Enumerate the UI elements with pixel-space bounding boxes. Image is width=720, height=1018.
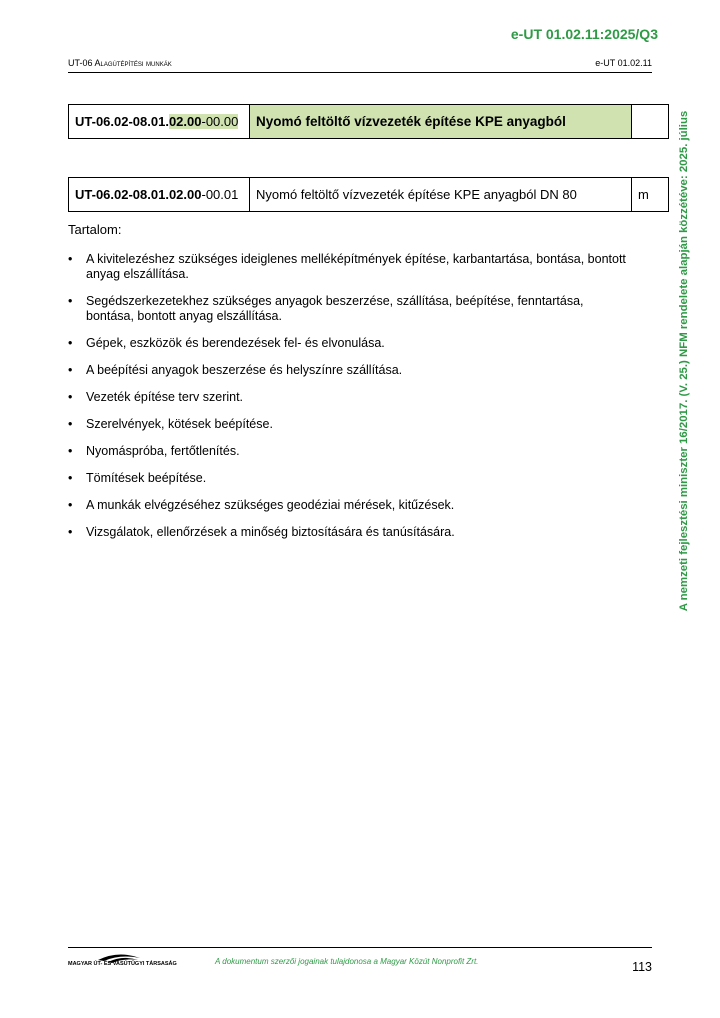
bullet-icon: • (68, 525, 73, 539)
list-item (68, 471, 628, 486)
list-item-text: A beépítési anyagok beszerzése és helyszínre szállítása. (86, 363, 403, 377)
content-list (68, 240, 628, 540)
code-suffix: -00.00 (201, 114, 239, 129)
list-item-text: Tömítések beépítése. (86, 471, 207, 485)
list-item-text: Szerelvények, kötések beépítése. (86, 417, 273, 431)
bullet-icon: • (68, 390, 73, 404)
list-item (68, 498, 628, 513)
main-item-table (68, 104, 669, 139)
header-doc-id: e-UT 01.02.11 (595, 58, 652, 68)
bullet-icon: • (68, 498, 73, 512)
list-item-text: Vezeték építése terv szerint. (86, 390, 244, 404)
table-row (69, 178, 669, 212)
page-number: 113 (632, 960, 652, 974)
list-item (68, 252, 628, 282)
sub-item-unit: m (632, 178, 669, 212)
footer-divider (68, 947, 652, 948)
list-item (68, 417, 628, 432)
list-item-text: A munkák elvégzéséhez szükséges geodéziai mérések, kitűzések. (86, 498, 455, 512)
table-row (69, 105, 669, 139)
code-prefix: UT-06.02-08.01. (75, 114, 169, 129)
code-rest: -00.01 (201, 187, 239, 202)
list-item (68, 294, 628, 324)
code-highlight: 02.00 (168, 114, 202, 129)
list-item-text: Vizsgálatok, ellenőrzések a minőség biztosítására és tanúsítására. (86, 525, 455, 539)
bullet-icon: • (68, 471, 73, 485)
list-item-text: Segédszerkezetekhez szükséges anyagok beszerzése, szállítása, beépítése, fenntartása, bontása, bontott anyag elszállítása. (86, 294, 584, 323)
sub-item-name: Nyomó feltöltő vízvezeték építése KPE anyagból DN 80 (250, 178, 632, 212)
bullet-icon: • (68, 294, 73, 308)
running-header (68, 58, 652, 73)
list-item (68, 336, 628, 351)
list-item (68, 444, 628, 459)
bullet-icon: • (68, 444, 73, 458)
sub-item-code (69, 178, 250, 212)
list-item (68, 390, 628, 405)
content-label: Tartalom: (68, 222, 122, 237)
logo-text: MAGYAR ÚT- ÉS VASÚTÜGYI TÁRSASÁG (68, 961, 177, 967)
bullet-icon: • (68, 336, 73, 350)
bullet-icon: • (68, 417, 73, 431)
header-chapter: UT-06 Alagútépítési munkák (68, 58, 172, 68)
list-item (68, 363, 628, 378)
list-item (68, 525, 628, 540)
copyright-note: A dokumentum szerzői jogainak tulajdonosa a Magyar Közút Nonprofit Zrt. (215, 957, 479, 966)
list-item-text: Nyomáspróba, fertőtlenítés. (86, 444, 240, 458)
main-item-unit (632, 105, 669, 139)
code-bold: UT-06.02-08.01.02.00 (75, 187, 202, 202)
sub-item-table (68, 177, 669, 212)
main-item-name: Nyomó feltöltő vízvezeték építése KPE anyagból (250, 105, 632, 139)
list-item-text: A kivitelezéshez szükséges ideiglenes melléképítmények építése, karbantartása, bontása, bontott anyag elszállítása. (86, 252, 626, 281)
main-item-code (69, 105, 250, 139)
document-code: e-UT 01.02.11:2025/Q3 (510, 26, 658, 42)
bullet-icon: • (68, 252, 73, 266)
list-item-text: Gépek, eszközök és berendezések fel- és elvonulása. (86, 336, 385, 350)
bullet-icon: • (68, 363, 73, 377)
publication-side-note (674, 94, 694, 628)
side-note-text: A nemzeti fejlesztési miniszter 16/2017. (V. 25.) NFM rendelete alapján közzétéve: 2025. július (678, 110, 690, 612)
